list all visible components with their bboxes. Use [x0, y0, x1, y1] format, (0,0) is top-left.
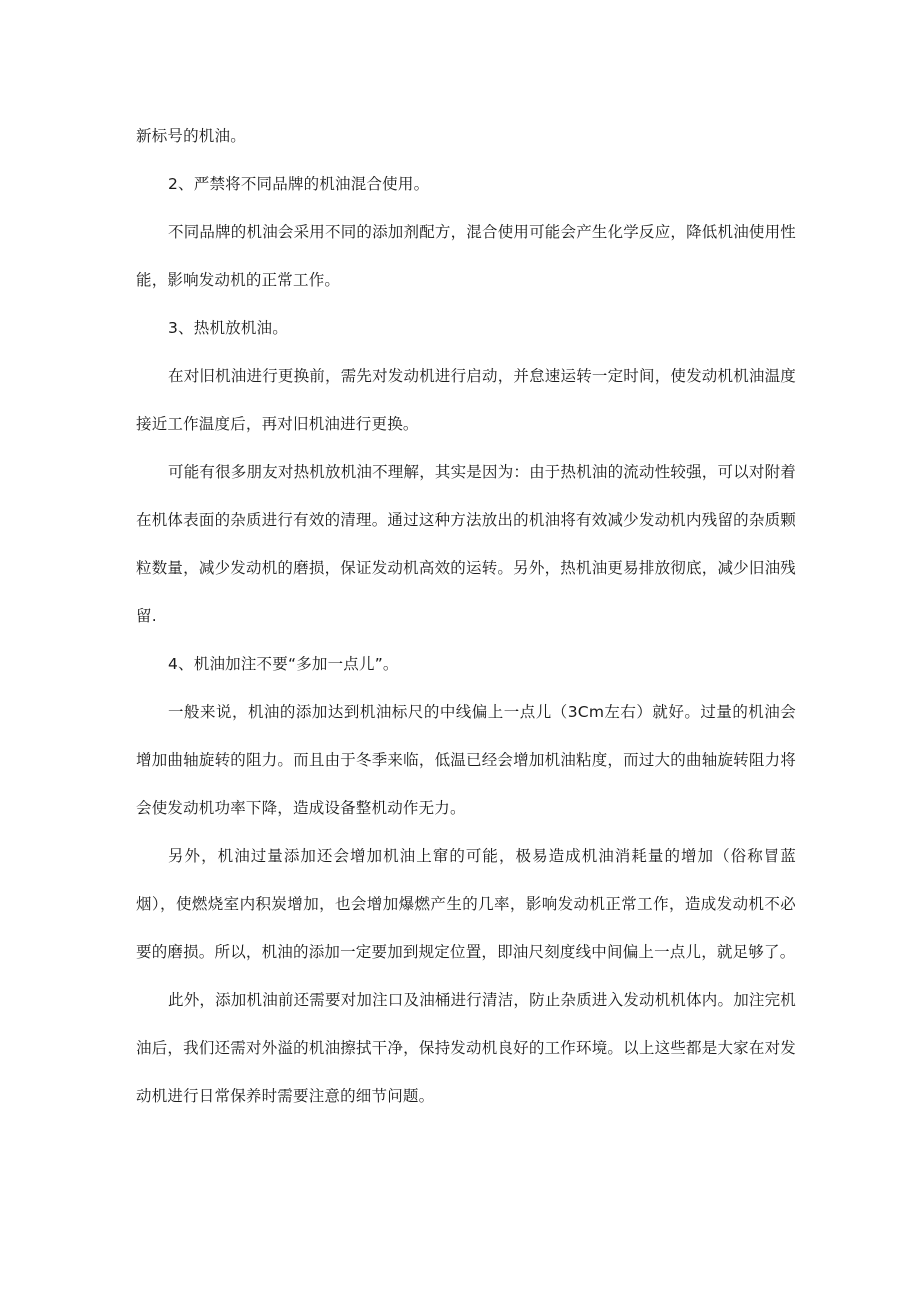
- paragraph-warm-engine: 在对旧机油进行更换前，需先对发动机进行启动，并怠速运转一定时间，使发动机机油温度接近工作温度后，再对旧机油进行更换。: [136, 367, 797, 433]
- section-heading-3: 3、热机放机油。: [168, 319, 288, 337]
- paragraph-brand-mixing: 不同品牌的机油会采用不同的添加剂配方，混合使用可能会产生化学反应，降低机油使用性能，影响发动机的正常工作。: [136, 223, 797, 289]
- section-heading-4: 4、机油加注不要“多加一点儿”。: [168, 655, 399, 673]
- paragraph-cleaning: 此外，添加机油前还需要对加注口及油桶进行清洁，防止杂质进入发动机机体内。加注完机油后，我们还需对外溢的机油擦拭干净，保持发动机良好的工作环境。以上这些都是大家在对发动机进行日常保养时需要注意的细节问题。: [136, 991, 797, 1105]
- paragraph-continuation: 新标号的机油。: [136, 127, 246, 145]
- paragraph-oil-level: 一般来说，机油的添加达到机油标尺的中线偏上一点儿（3Cm左右）就好。过量的机油会增加曲轴旋转的阻力。而且由于冬季来临，低温已经会增加机油粘度，而过大的曲轴旋转阻力将会使发动机功率下降，造成设备整机动作无力。: [136, 703, 796, 817]
- paragraph-warm-oil-reason: 可能有很多朋友对热机放机油不理解，其实是因为：由于热机油的流动性较强，可以对附着在机体表面的杂质进行有效的清理。通过这种方法放出的机油将有效减少发动机内残留的杂质颗粒数量，减少发动机的磨损，保证发动机高效的运转。另外，热机油更易排放彻底，减少旧油残留.: [136, 463, 797, 625]
- document-page: [136, 112, 796, 1120]
- section-heading-2: 2、严禁将不同品牌的机油混合使用。: [168, 175, 430, 193]
- paragraph-overfill-effects: 另外，机油过量添加还会增加机油上窜的可能，极易造成机油消耗量的增加（俗称冒蓝烟），使燃烧室内积炭增加，也会增加爆燃产生的几率，影响发动机正常工作，造成发动机不必要的磨损。所以，机油的添加一定要加到规定位置，即油尺刻度线中间偏上一点儿，就足够了。: [136, 847, 796, 961]
